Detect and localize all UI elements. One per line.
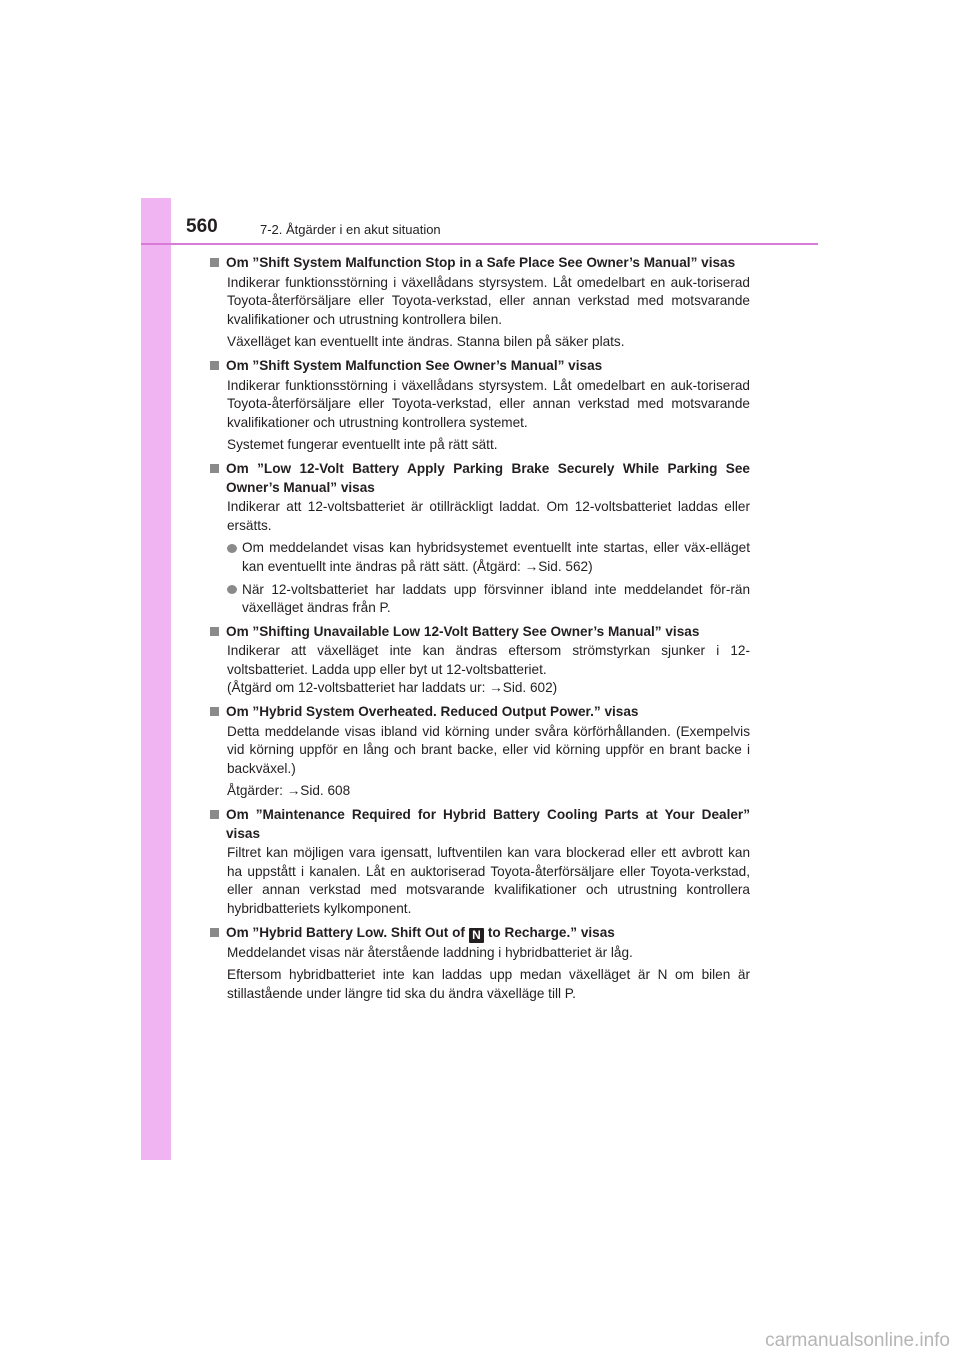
section-title: 7-2. Åtgärder i en akut situation bbox=[260, 222, 441, 237]
dot-list-item bbox=[227, 581, 750, 618]
message-entry bbox=[210, 460, 750, 618]
message-entry bbox=[210, 806, 750, 919]
square-bullet-icon bbox=[210, 258, 221, 267]
page-content bbox=[210, 254, 750, 1008]
entry-paragraph: Åtgärder: →Sid. 608 bbox=[227, 783, 351, 799]
entry-heading bbox=[210, 924, 750, 943]
entry-paragraph: Eftersom hybridbatteriet inte kan laddas upp medan växelläget är N om bilen är stillastående under längre tid ska du ändra växelläge till P. bbox=[227, 967, 750, 1001]
circle-bullet-icon bbox=[227, 585, 237, 594]
entry-heading-text: Om ”Shifting Unavailable Low 12-Volt Battery See Owner’s Manual” visas bbox=[226, 623, 700, 639]
square-bullet-icon bbox=[210, 627, 221, 636]
message-entry bbox=[210, 924, 750, 1004]
watermark-url: carmanualsonline.info bbox=[765, 1330, 950, 1351]
neutral-gear-n-icon: N bbox=[469, 928, 484, 943]
entry-paragraph: Växelläget kan eventuellt inte ändras. Stanna bilen på säker plats. bbox=[227, 334, 625, 350]
entry-paragraph: Indikerar att 12-voltsbatteriet är otillräckligt laddat. Om 12-voltsbatteriet laddas eller ersätts. bbox=[227, 499, 750, 533]
square-bullet-icon bbox=[210, 464, 221, 473]
square-bullet-icon bbox=[210, 928, 221, 937]
paragraph-line: Indikerar att växelläget inte kan ändras eftersom strömstyrkan sjunker i 12-voltsbatteriet. Ladda upp eller byt ut 12-voltsbatteriet. bbox=[227, 643, 750, 677]
entry-paragraph: Indikerar funktionsstörning i växellådans styrsystem. Låt omedelbart en auk-toriserad Toyota-återförsäljare eller Toyota-verkstad, eller annan verkstad med motsvarande kvalifikationer och utrustning kontrollera bilen. bbox=[227, 274, 750, 327]
header-divider bbox=[141, 243, 818, 245]
circle-bullet-icon bbox=[227, 544, 237, 553]
entry-heading bbox=[210, 254, 750, 273]
dot-list-item bbox=[227, 539, 750, 576]
entry-heading-text: Om ”Low 12-Volt Battery Apply Parking Brake Securely While Parking See Owner’s Manual” visas bbox=[226, 460, 750, 495]
entry-heading-text: Om ”Shift System Malfunction Stop in a Safe Place See Owner’s Manual” visas bbox=[226, 255, 736, 270]
entry-paragraph bbox=[227, 642, 750, 698]
message-entry bbox=[210, 357, 750, 455]
entry-heading bbox=[210, 460, 750, 497]
page-number: 560 bbox=[186, 216, 218, 237]
entry-heading-text: Om ”Maintenance Required for Hybrid Battery Cooling Parts at Your Dealer” visas bbox=[226, 807, 750, 841]
square-bullet-icon bbox=[210, 707, 221, 716]
entry-paragraph: Systemet fungerar eventuellt inte på rätt sätt. bbox=[227, 437, 498, 453]
entry-heading bbox=[210, 357, 750, 376]
entry-heading bbox=[210, 703, 750, 722]
entry-paragraph: Meddelandet visas när återstående laddning i hybridbatteriet är låg. bbox=[227, 944, 633, 960]
message-entry bbox=[210, 254, 750, 352]
entry-heading bbox=[210, 623, 750, 642]
entry-paragraph: Indikerar funktionsstörning i växellådans styrsystem. Låt omedelbart en auk-toriserad Toyota-återförsäljare eller Toyota-verkstad, eller annan verkstad med motsvarande kvalifikationer och utrustning kontrollera systemet. bbox=[227, 377, 750, 430]
entry-heading bbox=[210, 806, 750, 843]
message-entry bbox=[210, 623, 750, 698]
entry-heading-text: Om ”Shift System Malfunction See Owner’s Manual” visas bbox=[226, 357, 603, 373]
heading-text-after: to Recharge.” visas bbox=[487, 924, 615, 940]
message-entry bbox=[210, 703, 750, 801]
heading-text-before: Om ”Hybrid Battery Low. Shift Out of bbox=[226, 924, 465, 940]
dot-list-text: Om meddelandet visas kan hybridsystemet eventuellt inte startas, eller väx-elläget kan eventuellt inte ändras på rätt sätt. (Åtgärd: →Sid. 562) bbox=[242, 540, 750, 574]
entry-heading-text: Om ”Hybrid System Overheated. Reduced Output Power.” visas bbox=[226, 704, 639, 720]
entry-paragraph: Filtret kan möjligen vara igensatt, luftventilen kan vara blockerad eller ett avbrott kan ha uppstått i kanalen. Låt en auktoriserad Toyota-återförsäljare eller Toyota-verkstad, eller annan verkstad med motsvarande kvalifikationer och utrustning kontrollera hybridbatteriets kylkomponent. bbox=[227, 845, 750, 916]
entry-paragraph: Detta meddelande visas ibland vid körning under svåra körförhållanden. (Exempelvis vid körning uppför en lång och brant backe, eller vid körning uppför en brant backe i backväxel.) bbox=[227, 723, 750, 776]
entry-heading-text bbox=[226, 924, 750, 943]
square-bullet-icon bbox=[210, 810, 221, 819]
square-bullet-icon bbox=[210, 361, 221, 370]
paragraph-line: (Åtgärd om 12-voltsbatteriet har laddats ur: →Sid. 602) bbox=[227, 680, 558, 696]
chapter-tab-sidebar bbox=[141, 198, 171, 1160]
dot-list-text: När 12-voltsbatteriet har laddats upp försvinner ibland inte meddelandet för-rän växelläget ändras från P. bbox=[242, 581, 750, 616]
